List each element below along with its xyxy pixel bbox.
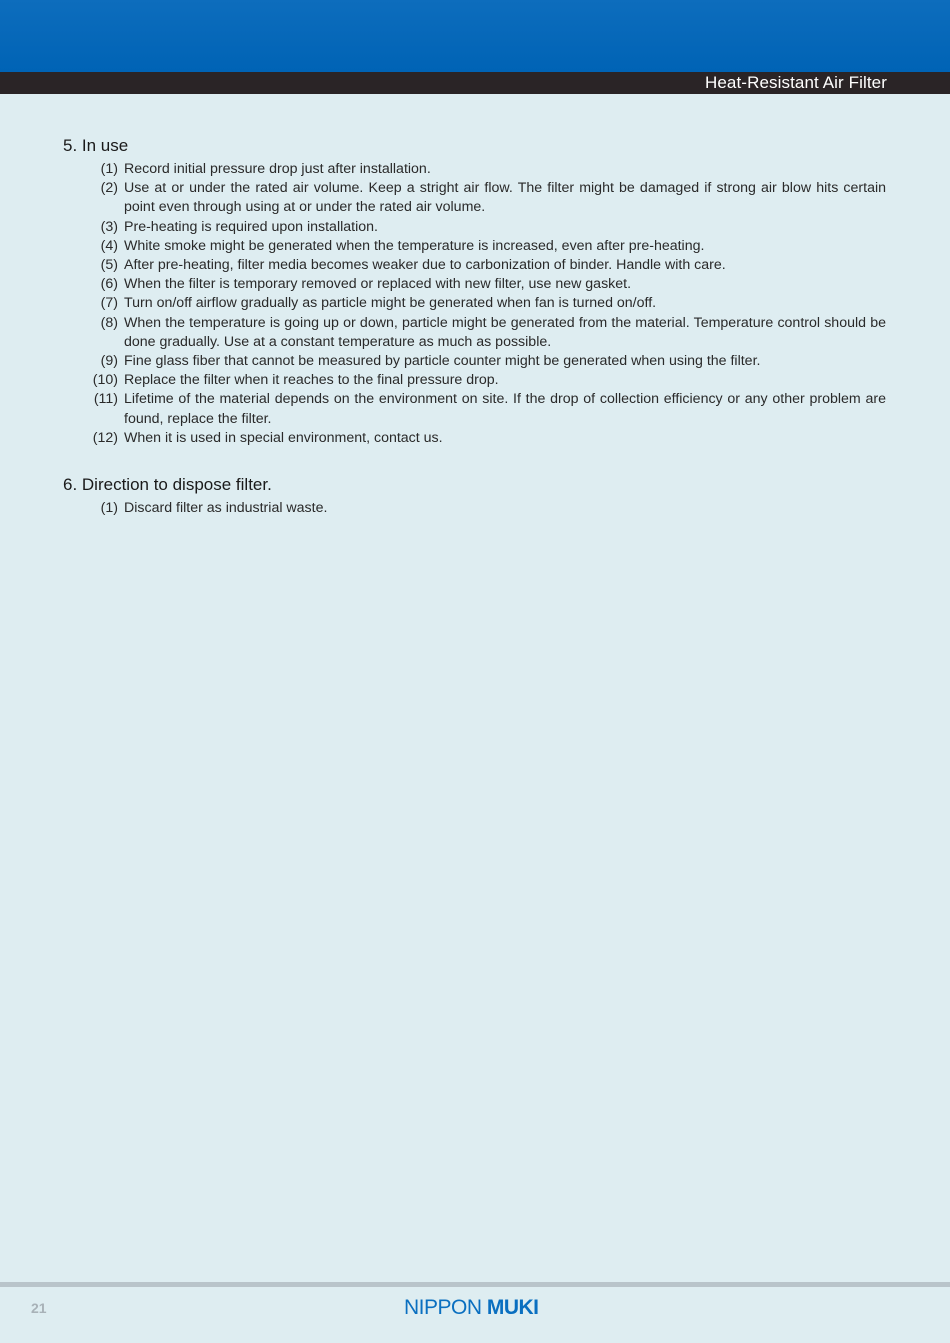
header-banner [0, 0, 950, 72]
footer-divider [0, 1282, 950, 1287]
list-item [63, 179, 886, 217]
item-number: (2) [100, 180, 118, 197]
item-number: (7) [100, 295, 118, 312]
section-heading: 5. In use [63, 136, 129, 155]
list-item [63, 352, 886, 371]
list-item [63, 275, 886, 294]
item-text: Discard filter as industrial waste. [124, 500, 328, 517]
list-item [63, 429, 886, 448]
list-item [63, 160, 886, 179]
page-content [63, 134, 886, 518]
item-text: When it is used in special environment, contact us. [124, 429, 443, 446]
brand-name-light: NIPPON [404, 1296, 482, 1319]
item-number: (3) [100, 218, 118, 235]
item-text: Pre-heating is required upon installation. [124, 218, 378, 235]
list-item [63, 218, 886, 237]
list-item [63, 256, 886, 275]
item-number: (10) [92, 372, 118, 389]
item-number: (4) [100, 237, 118, 254]
list-item [63, 499, 886, 518]
list-item [63, 294, 886, 313]
item-text: Replace the filter when it reaches to the final pressure drop. [124, 372, 499, 389]
item-number: (6) [100, 276, 118, 293]
item-list [63, 499, 886, 518]
item-number: (8) [100, 314, 118, 331]
item-text: When the filter is temporary removed or replaced with new filter, use new gasket. [124, 276, 632, 293]
item-text: Record initial pressure drop just after installation. [124, 161, 431, 177]
brand-name-bold: MUKI [486, 1296, 539, 1319]
list-item [63, 371, 886, 390]
document-title: Heat-Resistant Air Filter [705, 73, 887, 92]
item-number: (9) [100, 353, 118, 370]
page-number: 21 [31, 1300, 47, 1316]
item-text: Turn on/off airflow gradually as particle might be generated when fan is turned on/off. [124, 295, 657, 312]
section-heading: 6. Direction to dispose filter. [63, 475, 272, 495]
item-list [63, 160, 886, 448]
list-item [63, 390, 886, 428]
brand-logo [404, 1296, 539, 1320]
list-item [63, 314, 886, 352]
item-number: (1) [100, 161, 118, 177]
item-number: (5) [100, 257, 118, 274]
item-text: Lifetime of the material depends on the environment on site. If the drop of collection efficiency or any other problem are found, replace the filter. [124, 391, 886, 427]
item-number: (11) [93, 391, 118, 408]
title-bar [0, 72, 950, 94]
list-item [63, 237, 886, 256]
item-text: Use at or under the rated air volume. Keep a stright air flow. The filter might be damaged if strong air blow hits certain point even through using at or under the rated air volume. [124, 180, 886, 216]
section-in-use [63, 134, 886, 448]
item-number: (12) [92, 429, 118, 446]
item-text: After pre-heating, filter media becomes weaker due to carbonization of binder. Handle with care. [124, 257, 726, 274]
item-number: (1) [100, 500, 118, 517]
item-text: Fine glass fiber that cannot be measured by particle counter might be generated when using the filter. [124, 353, 761, 370]
item-text: When the temperature is going up or down, particle might be generated from the material. Temperature control should be done gradually. Use at a constant temperature as much as possible. [124, 314, 886, 350]
item-text: White smoke might be generated when the temperature is increased, even after pre-heating. [124, 237, 705, 254]
section-disposal [63, 473, 886, 518]
